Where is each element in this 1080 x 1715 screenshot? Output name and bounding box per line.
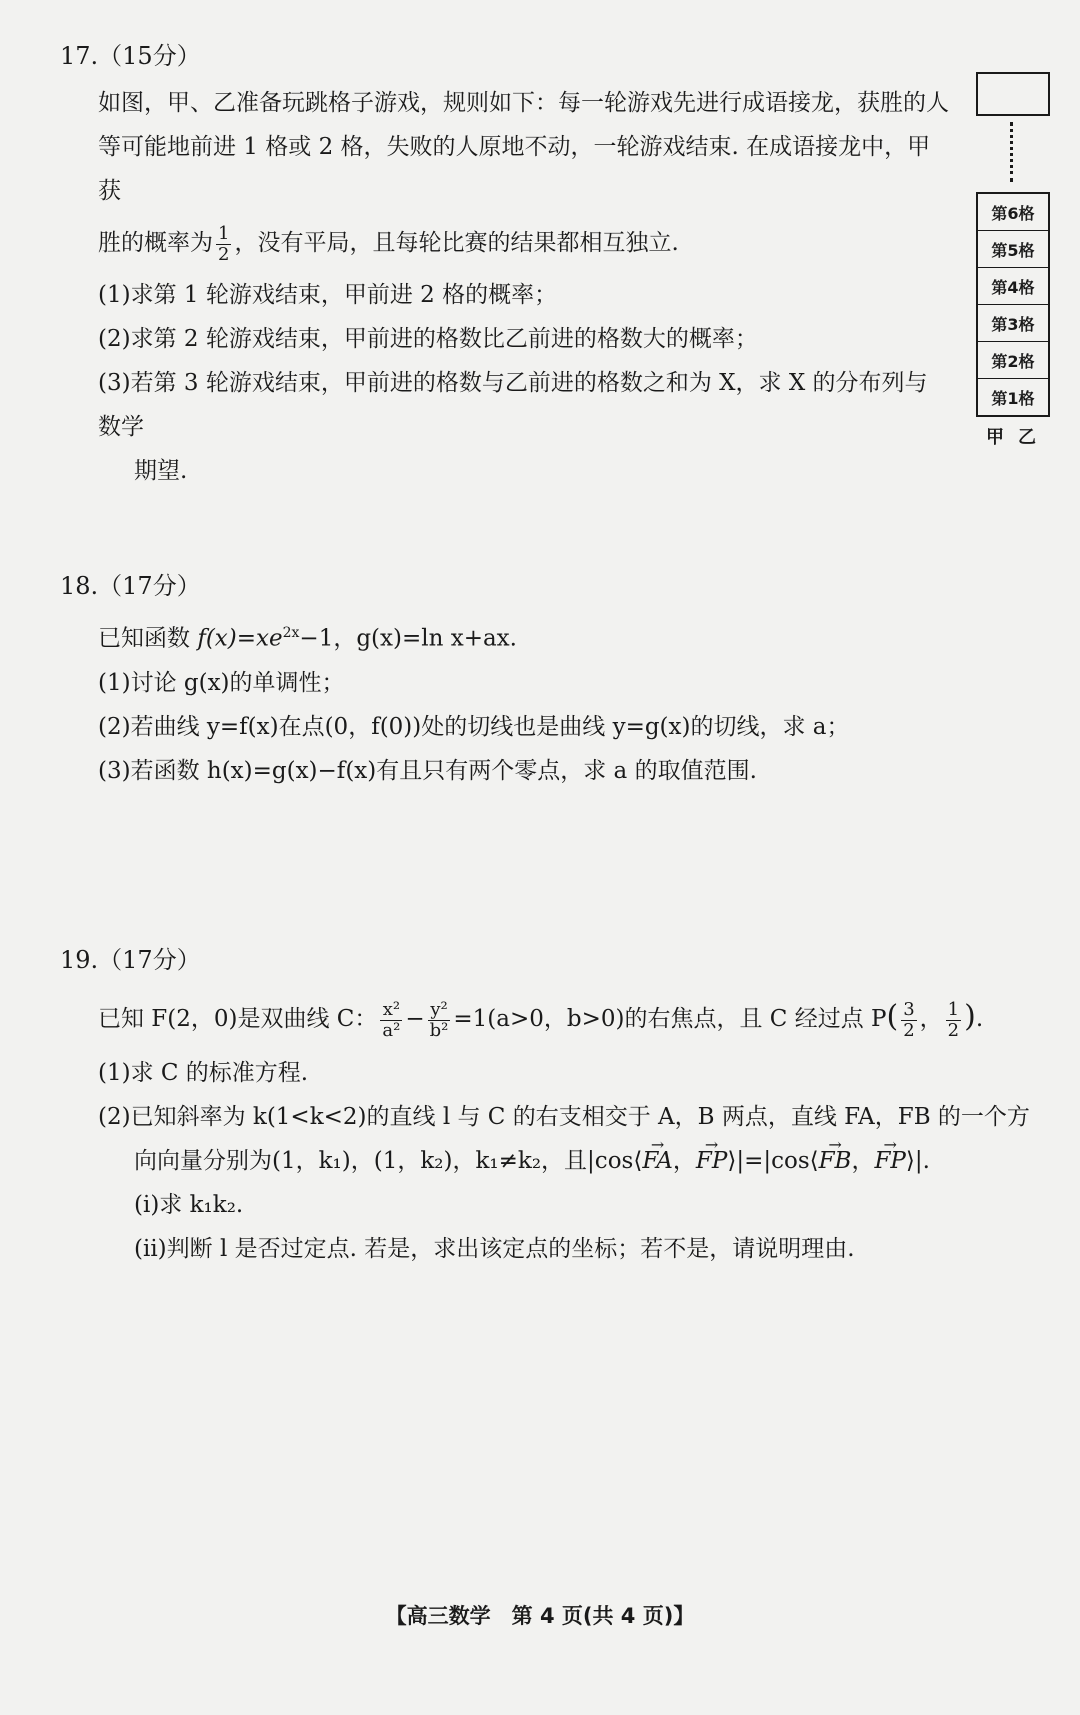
q18-heading: 18.（17分） bbox=[60, 572, 201, 600]
probability-fraction bbox=[216, 224, 231, 265]
q18-body bbox=[60, 611, 1040, 793]
grid-cell-5: 第5格 bbox=[978, 230, 1048, 267]
q19-part-1: (1)求 C 的标准方程. bbox=[98, 1060, 309, 1086]
comma-2: ， bbox=[851, 1148, 875, 1174]
grid-player-labels: 甲乙 bbox=[986, 427, 1050, 448]
q19-given-b: =1(a>0，b>0)的右焦点，且 C 经过点 P bbox=[453, 1006, 887, 1032]
vector-fp-2: → FP bbox=[874, 1139, 905, 1183]
q18-f-def: f(x)=xe bbox=[197, 625, 283, 652]
q17-heading: 17.（15分） bbox=[60, 42, 201, 70]
q18-part-3: (3)若函数 h(x)=g(x)−f(x)有且只有两个零点，求 a 的取值范围. bbox=[98, 757, 757, 784]
q17-part-1: (1)求第 1 轮游戏结束，甲前进 2 格的概率； bbox=[98, 282, 558, 308]
q19-body bbox=[60, 985, 1040, 1271]
q17-part-2: (2)求第 2 轮游戏结束，甲前进的格数比乙前进的格数大的概率； bbox=[98, 326, 758, 352]
paren-close: ) bbox=[964, 999, 976, 1034]
grid-cell-6: 第6格 bbox=[991, 203, 1035, 223]
q19-given-a: 已知 F(2，0)是双曲线 C： bbox=[98, 1006, 378, 1032]
q18-given-pre: 已知函数 bbox=[98, 625, 198, 652]
question-19 bbox=[60, 940, 1040, 1271]
q19-2b-mid: ⟩|=|cos⟨ bbox=[727, 1148, 819, 1174]
q19-2b-pre: 向向量分别为(1，k₁)，(1，k₂)，k₁≠k₂，且|cos⟨ bbox=[134, 1148, 643, 1174]
q18-part-2: (2)若曲线 y=f(x)在点(0，f(0))处的切线也是曲线 y=g(x)的切线，求 a； bbox=[98, 713, 850, 740]
vector-fp: → FP bbox=[696, 1139, 727, 1183]
x-squared-over-a-squared bbox=[380, 1000, 402, 1041]
fraction-denominator: 2 bbox=[218, 243, 230, 265]
q19-part-2a: (2)已知斜率为 k(1<k<2)的直线 l 与 C 的右支相交于 A，B 两点，直线 FA，FB 的一个方 bbox=[98, 1104, 1030, 1130]
grid-top-box bbox=[976, 72, 1050, 116]
q19-2b-end: ⟩|. bbox=[905, 1148, 930, 1174]
frac-x2: x² bbox=[380, 1000, 402, 1021]
minus-sign: − bbox=[405, 1006, 425, 1032]
page-footer: 【高三数学 第 4 页(共 4 页)】 bbox=[385, 1604, 695, 1628]
q19-given: 已知 F(2，0)是双曲线 C： $\frac{\text{x²}}{\text{a²}}$ − $\frac{\text{y²}}{\text{b²}}$ =1(a>0，b>0)的右焦点，且 C 经过点 P( $\frac{3}{2}$ ， $\frac{1}{2}$ ). bbox=[98, 998, 984, 1041]
grid-cell-2: 第2格 bbox=[978, 341, 1048, 378]
grid-cell-4: 第4格 bbox=[978, 267, 1048, 304]
q19-part-2-ii: (ⅱ)判断 l 是否过定点. 若是，求出该定点的坐标；若不是，请说明理由. bbox=[134, 1236, 855, 1262]
frac-b2: b² bbox=[429, 1019, 449, 1041]
hopscotch-grid-figure bbox=[972, 72, 1062, 449]
px-num: 3 bbox=[903, 998, 915, 1020]
q17-part-3b: 期望. bbox=[134, 458, 188, 484]
q19-heading: 19.（17分） bbox=[60, 946, 201, 974]
q18-given bbox=[98, 611, 1040, 661]
grid-cell-1: 第1格 bbox=[978, 378, 1048, 415]
paren-open: ( bbox=[886, 999, 899, 1034]
frac-y2: y² bbox=[428, 1000, 451, 1021]
q17-body bbox=[60, 81, 950, 493]
vector-fb: → FB bbox=[819, 1139, 852, 1183]
comma-1: ， bbox=[672, 1148, 696, 1174]
vector-fa: → FA bbox=[642, 1139, 673, 1183]
px-den: 2 bbox=[903, 1019, 915, 1041]
grid-ellipsis bbox=[1010, 122, 1017, 182]
question-17 bbox=[60, 36, 950, 493]
q17-intro-line-3 bbox=[98, 213, 950, 273]
point-p-y bbox=[946, 1000, 961, 1041]
grid-cells bbox=[976, 192, 1050, 417]
q17-line3-post: ，没有平局，且每轮比赛的结果都相互独立. bbox=[234, 230, 679, 256]
q17-part-3a: (3)若第 3 轮游戏结束，甲前进的格数与乙前进的格数之和为 X，求 X 的分布列与数学 bbox=[98, 370, 928, 440]
q18-exponent: 2x bbox=[282, 625, 300, 641]
q19-part-2-i: (ⅰ)求 k₁k₂. bbox=[134, 1192, 244, 1218]
q19-part-2b bbox=[98, 1139, 1040, 1183]
fraction-numerator: 1 bbox=[218, 222, 230, 244]
q17-intro-line-1: 如图，甲、乙准备玩跳格子游戏，规则如下：每一轮游戏先进行成语接龙，获胜的人 bbox=[98, 90, 949, 116]
point-p-x bbox=[901, 1000, 916, 1041]
question-18 bbox=[60, 566, 1040, 793]
grid-cell-3: 第3格 bbox=[978, 304, 1048, 341]
q18-part-1: (1)讨论 g(x)的单调性； bbox=[98, 669, 345, 696]
q17-intro-line-2: 等可能地前进 1 格或 2 格，失败的人原地不动，一轮游戏结束. 在成语接龙中，甲获 bbox=[98, 134, 931, 204]
q18-given-post: −1，g(x)=ln x+ax. bbox=[299, 625, 517, 652]
py-num: 1 bbox=[947, 998, 960, 1020]
y-squared-over-b-squared bbox=[428, 1000, 451, 1041]
py-den: 2 bbox=[947, 1019, 960, 1041]
q17-line3-pre: 胜的概率为 bbox=[98, 230, 213, 256]
frac-a2: a² bbox=[382, 1019, 401, 1041]
